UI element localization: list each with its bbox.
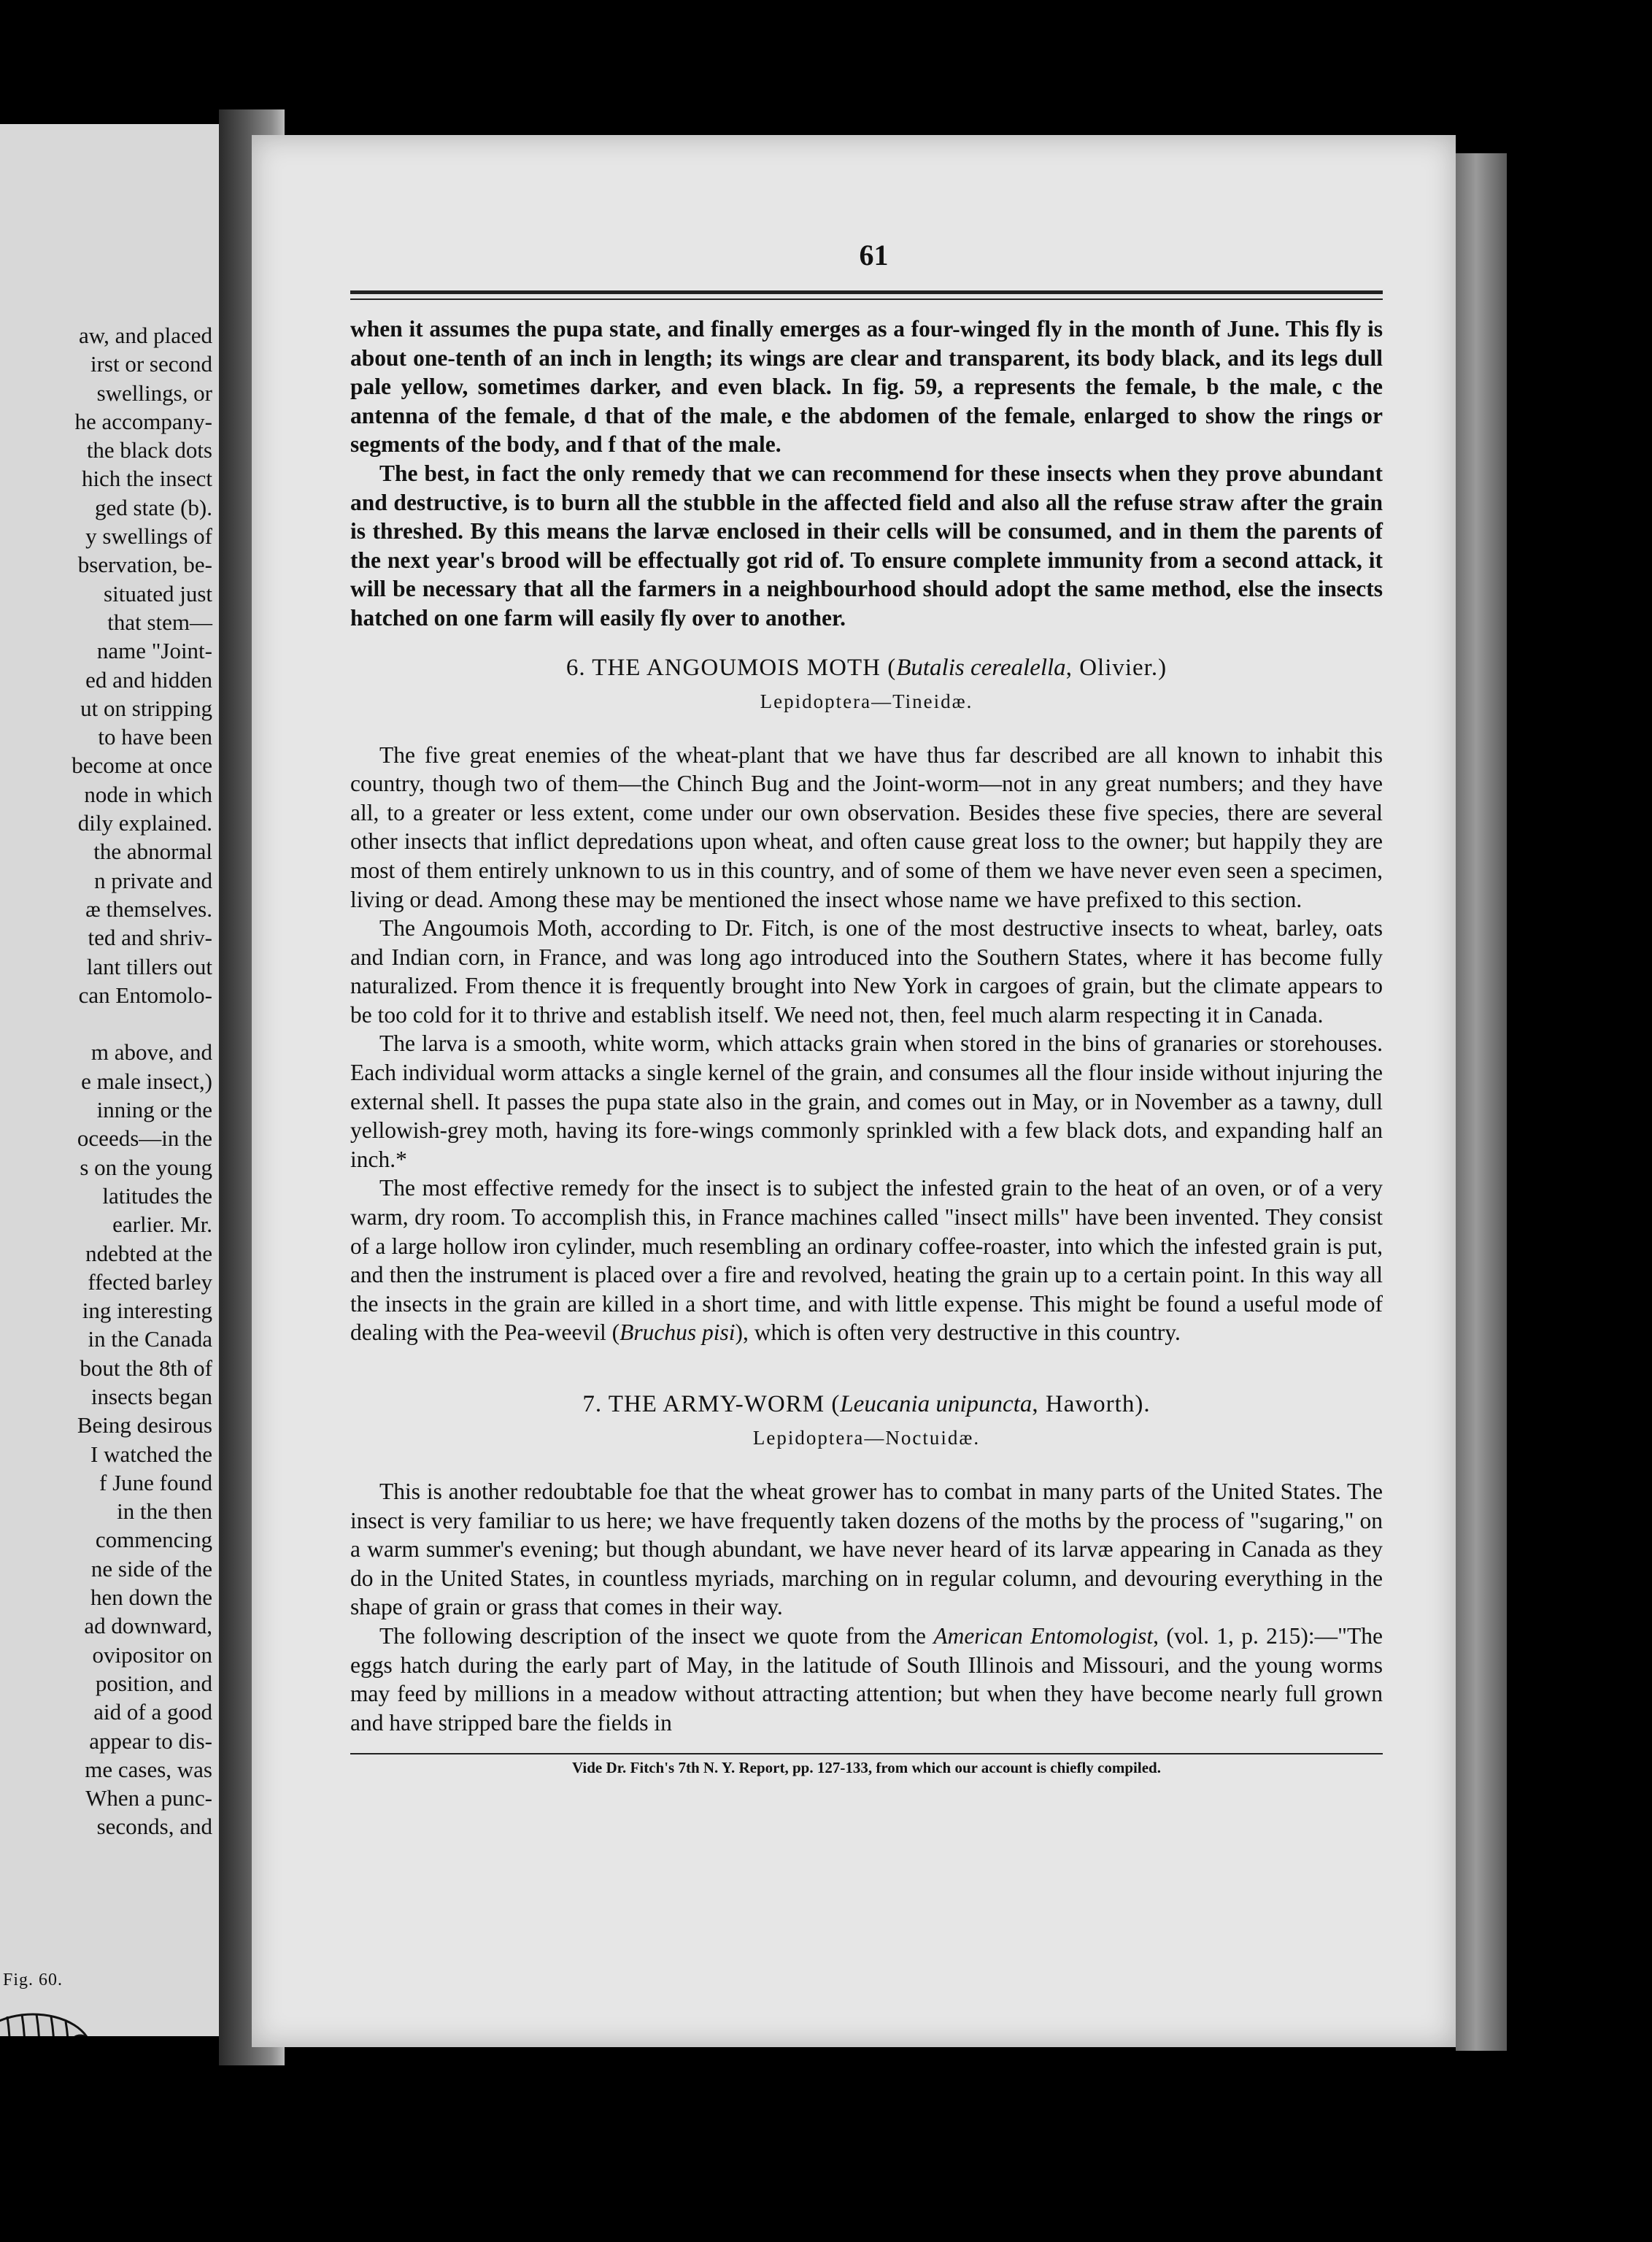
previous-page-line: in the then [117,1498,212,1525]
paragraph-quotation: The following description of the insect we quote from the American Entomologist, (vol. 1, p. 215):—"The eggs hatch during the early part of May, in the latitude of South Illinois and Missouri, and the young worms may feed by millions in a meadow without attracting attention; but when they have become nearly full grown and have stripped bare the fields in [350,1622,1383,1736]
previous-page-line: bout the 8th of [80,1355,212,1381]
previous-page-line: can Entomolo- [78,982,212,1008]
previous-page-line: m above, and [90,1039,212,1066]
section-heading-army-worm: 7. THE ARMY-WORM (Leucania unipuncta, Haworth). [582,1391,1151,1417]
previous-page-line: Being desirous [77,1412,212,1438]
previous-page-line: seconds, and [96,1814,212,1840]
previous-page-line: I watched the [90,1441,212,1467]
previous-page-line: oceeds—in the [77,1125,212,1152]
previous-page-line: ing interesting [82,1298,212,1324]
previous-page-line: hich the insect [81,466,212,492]
previous-page-line: s on the young [80,1154,212,1180]
previous-page-line: ged state (b). [95,494,212,520]
previous-page-line: ad downward, [84,1613,212,1639]
previous-page-line: ffected barley [88,1268,212,1295]
previous-page-line: ed and hidden [85,666,212,693]
previous-page-line: insects began [90,1383,212,1409]
previous-page-line: ne side of the [90,1555,212,1582]
page-number: 61 [859,239,889,271]
page-edge [1456,153,1507,2051]
header-rule [350,290,1383,300]
previous-page-line: situated just [104,580,212,606]
previous-page-line: the black dots [86,437,212,463]
previous-page-line: commencing [95,1527,212,1553]
previous-page-line: hen down the [90,1584,212,1611]
paragraph-army-worm: This is another redoubtable foe that the wheat grower has to combat in many parts of the United States. The insect is very familiar to us here; we have frequently taken dozens of the moths by the process of "sugaring," on a warm summer's evening; but though abundant, we have never heard of its larvæ appearing in Canada as they do in the United States, in countless myriads, marching on in regular column, and devouring everything in the shape of grain or grass that comes in their way. [350,1479,1383,1620]
previous-page-line: n private and [94,867,212,893]
previous-page-line: appear to dis- [89,1727,212,1754]
paragraph-larva: The larva is a smooth, white worm, which attacks grain when stored in the bins of granaries or storehouses. Each individual worm attacks a single kernel of the grain, and consumes all the flour inside without injuring the external shell. It passes the pupa state also in the grain, and comes out in May, or in November as a tawny, dull yellowish-grey moth, having its fore-wings commonly sprinkled with a few black dots, and expanding half an inch.* [350,1031,1383,1172]
previous-page-line: to have been [98,724,212,750]
previous-page-line: lant tillers out [86,953,212,979]
previous-page-line: earlier. Mr. [112,1211,212,1238]
previous-page [0,124,223,2036]
previous-page-line: become at once [72,752,212,779]
footnote: Vide Dr. Fitch's 7th N. Y. Report, pp. 127-133, from which our account is chiefly compiled. [572,1759,1161,1777]
larva-figure [0,2003,102,2036]
section-heading-angoumois: 6. THE ANGOUMOIS MOTH (Butalis cerealella, Olivier.) [566,654,1167,681]
previous-page-line: e male insect,) [81,1068,212,1094]
paragraph-effective-remedy: The most effective remedy for the insect is to subject the infested grain to the heat of an oven, or of a very warm, dry room. To accomplish this, in France machines called "insect mills" have been invented. They consist of a large hollow iron cylinder, much resembling an ordinary coffee-roaster, into which the infested grain is put, and then the instrument is placed over a fire and revolved, heating the grain up to a certain point. In this way all the insects in the grain are killed in a short time, and with little expense. This might be found a useful mode of dealing with the Pea-weevil (Bruchus pisi), which is often very destructive in this country. [350,1175,1383,1346]
family-label-noctuidae: Lepidoptera—Noctuidæ. [752,1427,981,1449]
previous-page-line: When a punc- [85,1785,212,1811]
previous-page-line [0,1009,212,1038]
previous-page-line: f June found [99,1469,212,1495]
paragraph-pupa-description: when it assumes the pupa state, and finally emerges as a four-winged fly in the month of June. This fly is about one-tenth of an inch in length; its wings are clear and transparent, its body black, and its legs dull pale yellow, sometimes darker, and even black. In fig. 59, a represents the female, b the male, c the antenna of the female, d that of the male, e the abdomen of the female, enlarged to show the rings or segments of the body, and f that of the male. [350,316,1383,458]
previous-page-line: me cases, was [85,1756,212,1782]
previous-page-line: aid of a good [93,1699,212,1725]
previous-page-line: y swellings of [85,523,212,550]
previous-page-line: latitudes the [102,1182,212,1209]
previous-page-line: bservation, be- [77,552,212,578]
previous-page-line: he accompany- [74,408,212,434]
previous-page-line: node in which [84,781,212,807]
previous-page-line: dily explained. [77,810,212,836]
previous-page-line: that stem— [107,609,212,635]
previous-page-line: swellings, or [96,380,212,406]
family-label-tineidae: Lepidoptera—Tineidæ. [760,690,973,712]
paragraph-angoumois-description: The Angoumois Moth, according to Dr. Fitch, is one of the most destructive insects to wheat, barley, oats and Indian corn, in France, and was long ago introduced into the Southern States, where it has become fully naturalized. From thence it is frequently brought into New York in cargoes of grain, but the climate appears to be too cold for it to thrive and establish itself. We need not, then, feel much alarm respecting it in Canada. [350,915,1383,1028]
paragraph-five-enemies: The five great enemies of the wheat-plant that we have thus far described are all known to inhabit this country, though two of them—the Chinch Bug and the Joint-worm—not in any great numbers; and they have all, to a greater or less extent, come under our own observation. Besides these five species, there are several other insects that inflict depredations upon wheat, and often cause great loss to the owner; but happily they are most of them entirely unknown to us in this country, and of some of them we have never even seen a specimen, living or dead. Among these may be mentioned the insect whose name we have prefixed to this section. [350,741,1383,912]
previous-page-line: the abnormal [93,839,212,865]
previous-page-line: ted and shriv- [88,925,212,951]
previous-page-line: position, and [95,1670,212,1696]
previous-page-line: ovipositor on [92,1641,212,1668]
figure-label: Fig. 60. [3,1971,63,1989]
footnote-rule [350,1753,1383,1754]
paragraph-remedy: The best, in fact the only remedy that we can recommend for these insects when they prove abundant and destructive, is to burn all the stubble in the affected field and also all the refuse straw after the grain is threshed. By this means the larvæ enclosed in their cells will be consumed, and in them the parents of the next year's brood will be effectually got rid of. To ensure complete immunity from a second attack, it will be necessary that all the farmers in a neighbourhood should adopt the same method, else the insects hatched on one farm will easily fly over to another. [350,460,1383,631]
previous-page-line: inning or the [96,1097,212,1123]
previous-page-line: ndebted at the [85,1240,212,1266]
previous-page-line: aw, and placed [78,323,212,348]
previous-page-text [0,321,212,1841]
previous-page-line: name "Joint- [96,638,212,664]
previous-page-line: in the Canada [88,1326,212,1352]
previous-page-line: æ themselves. [85,895,212,922]
page-content [350,234,1383,1777]
previous-page-line: ut on stripping [80,695,212,721]
previous-page-line: irst or second [90,351,212,377]
